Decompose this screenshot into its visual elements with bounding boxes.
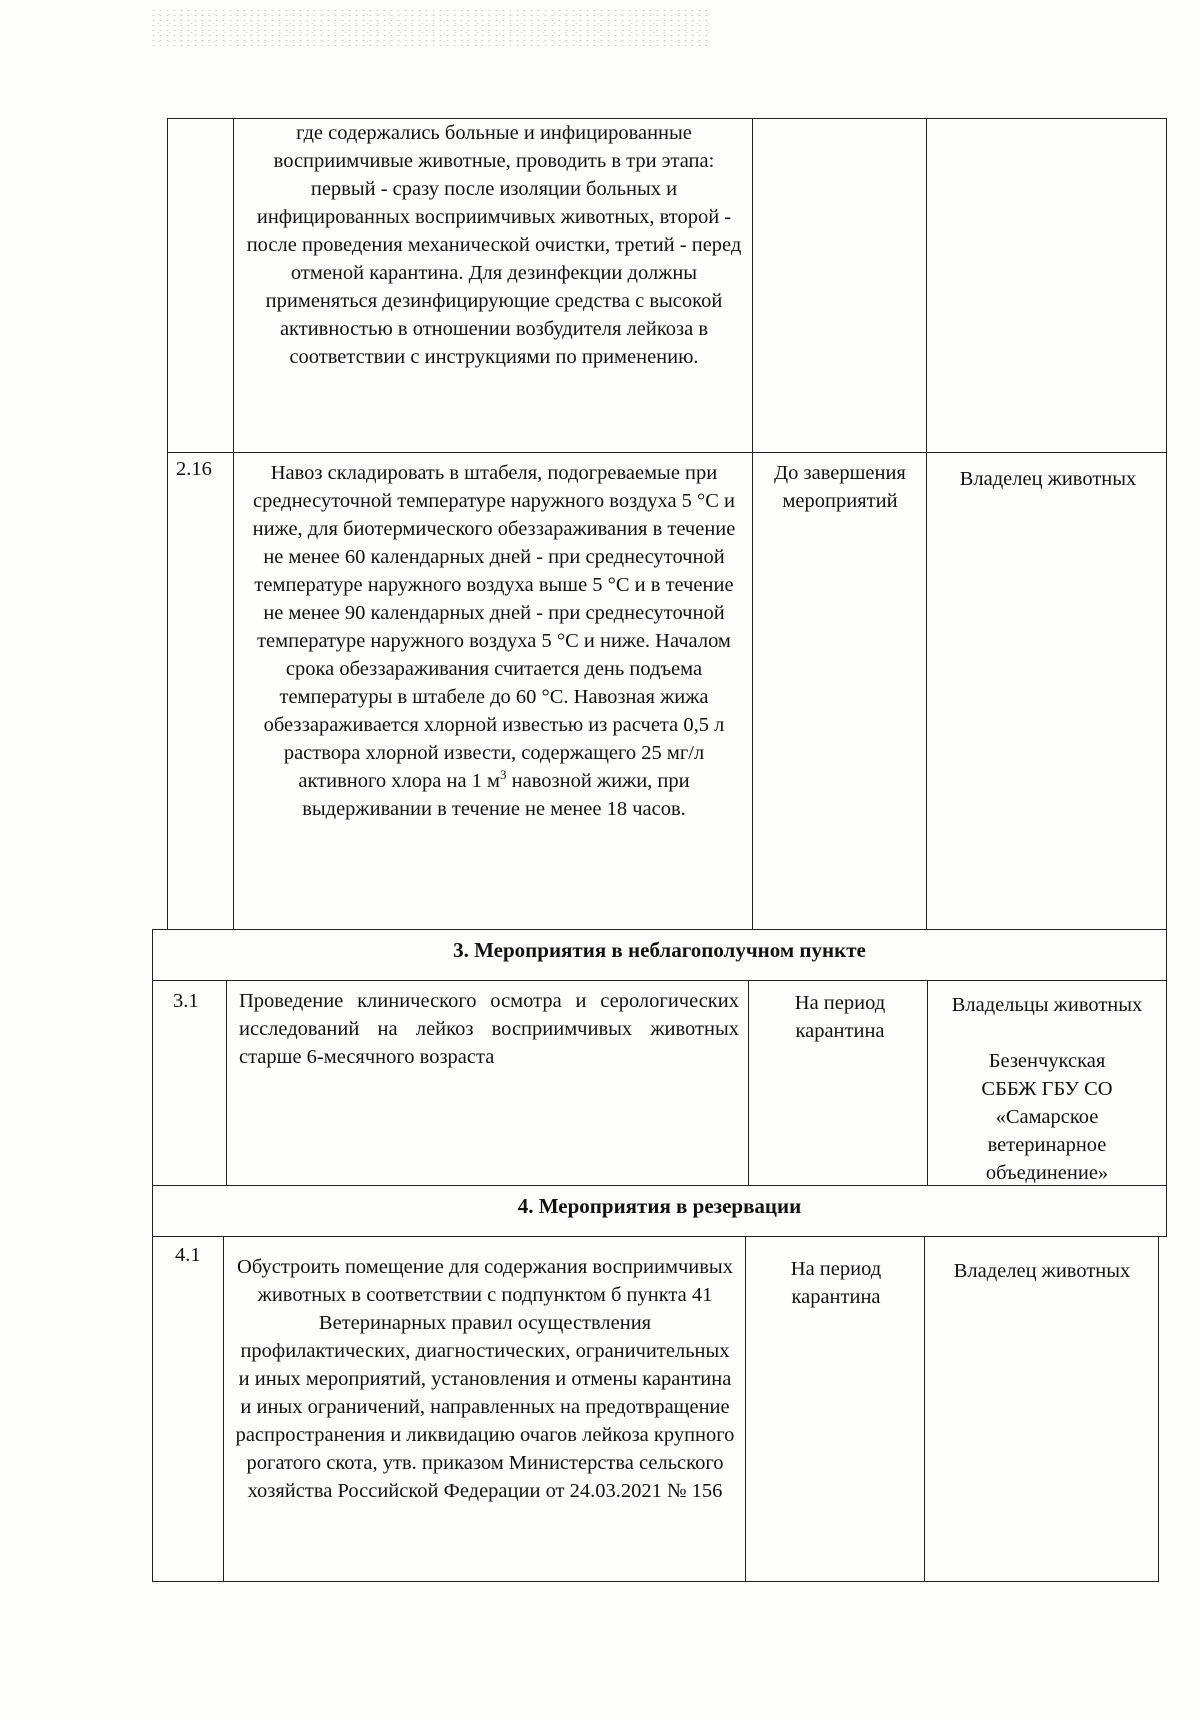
- row-activity-text: Проведение клинического осмотра и серологических исследований на лейкоз восприимчивых животных старше 6-месячного возраста: [239, 990, 739, 1068]
- scan-noise: [150, 8, 710, 48]
- row-number: 4.1: [175, 1244, 201, 1266]
- row-responsible-2: Безенчукская СББЖ ГБУ СО «Самарское ветеринарное объединение»: [981, 1050, 1113, 1184]
- row-term: До завершения мероприятий: [774, 462, 906, 512]
- col-term: [753, 453, 927, 929]
- table-row-continuation: [167, 118, 1167, 453]
- row-responsible-1: Владельцы животных: [951, 994, 1143, 1016]
- col-number: [168, 119, 234, 452]
- row-continuation-text: где содержались больные и инфицированные восприимчивые животные, проводить в три этапа: первый - сразу после изоляции больных и инфицированных восприимчивых животных, второй - после проведения механической очистки, третий - перед отменой карантина. Для дезинфекции должны применяться дезинфицирующие средства с высокой активностью в отношении возбудителя лейкоза в соответствии с инструкциями по применению.: [246, 122, 742, 368]
- activity-text-part-2: навозной жижи, при выдерживании в течение не менее 18 часов.: [302, 770, 690, 820]
- section-title: 3. Мероприятия в неблагополучном пункте: [453, 938, 866, 962]
- section-header-4: [152, 1185, 1167, 1237]
- table-row-4-1: [152, 1236, 1159, 1582]
- row-number: 2.16: [176, 458, 212, 480]
- row-responsible: Владелец животных: [953, 1260, 1131, 1282]
- col-number: [168, 453, 234, 929]
- table-row-3-1: [152, 980, 1167, 1186]
- row-number: 3.1: [173, 990, 199, 1012]
- activity-text-part-1: Навоз складировать в штабеля, подогреваемые при среднесуточной температуре наружного воздуха 5 °С и ниже, для биотермического обеззараживания в течение не менее 60 календарных дней - при среднесуточной температуре наружного воздуха выше 5 °С и в течение не менее 90 календарных дней - при среднесуточной температуре наружного воздуха 5 °С и ниже. Началом срока обеззараживания считается день подъема температуры в штабеле до 60 °С. Навозная жижа обеззараживается хлорной известью из расчета 0,5 л раствора хлорной извести, содержащего 25 мг/л активного хлора на 1 м: [252, 462, 736, 792]
- col-number: [153, 1237, 224, 1581]
- section-header-3: [152, 929, 1167, 981]
- row-responsible: Владелец животных: [959, 468, 1137, 490]
- section-title: 4. Мероприятия в резервации: [517, 1194, 802, 1218]
- row-term: На период карантина: [794, 992, 886, 1042]
- row-term: На период карантина: [790, 1258, 882, 1308]
- table-row-2-16: [167, 452, 1167, 930]
- activity-text-superscript: 3: [500, 767, 507, 783]
- row-activity-text: Обустроить помещение для содержания восприимчивых животных в соответствии с подпунктом б пункта 41 Ветеринарных правил осуществления профилактических, диагностических, ограничительных и иных мероприятий, установления и отмены карантина и иных ограничений, направленных на предотвращение распространения и ликвидацию очагов лейкоза крупного рогатого скота, утв. приказом Министерства сельского хозяйства Российской Федерации от 24.03.2021 № 156: [235, 1256, 735, 1502]
- col-term: [753, 119, 927, 452]
- row-activity-text: [244, 459, 744, 823]
